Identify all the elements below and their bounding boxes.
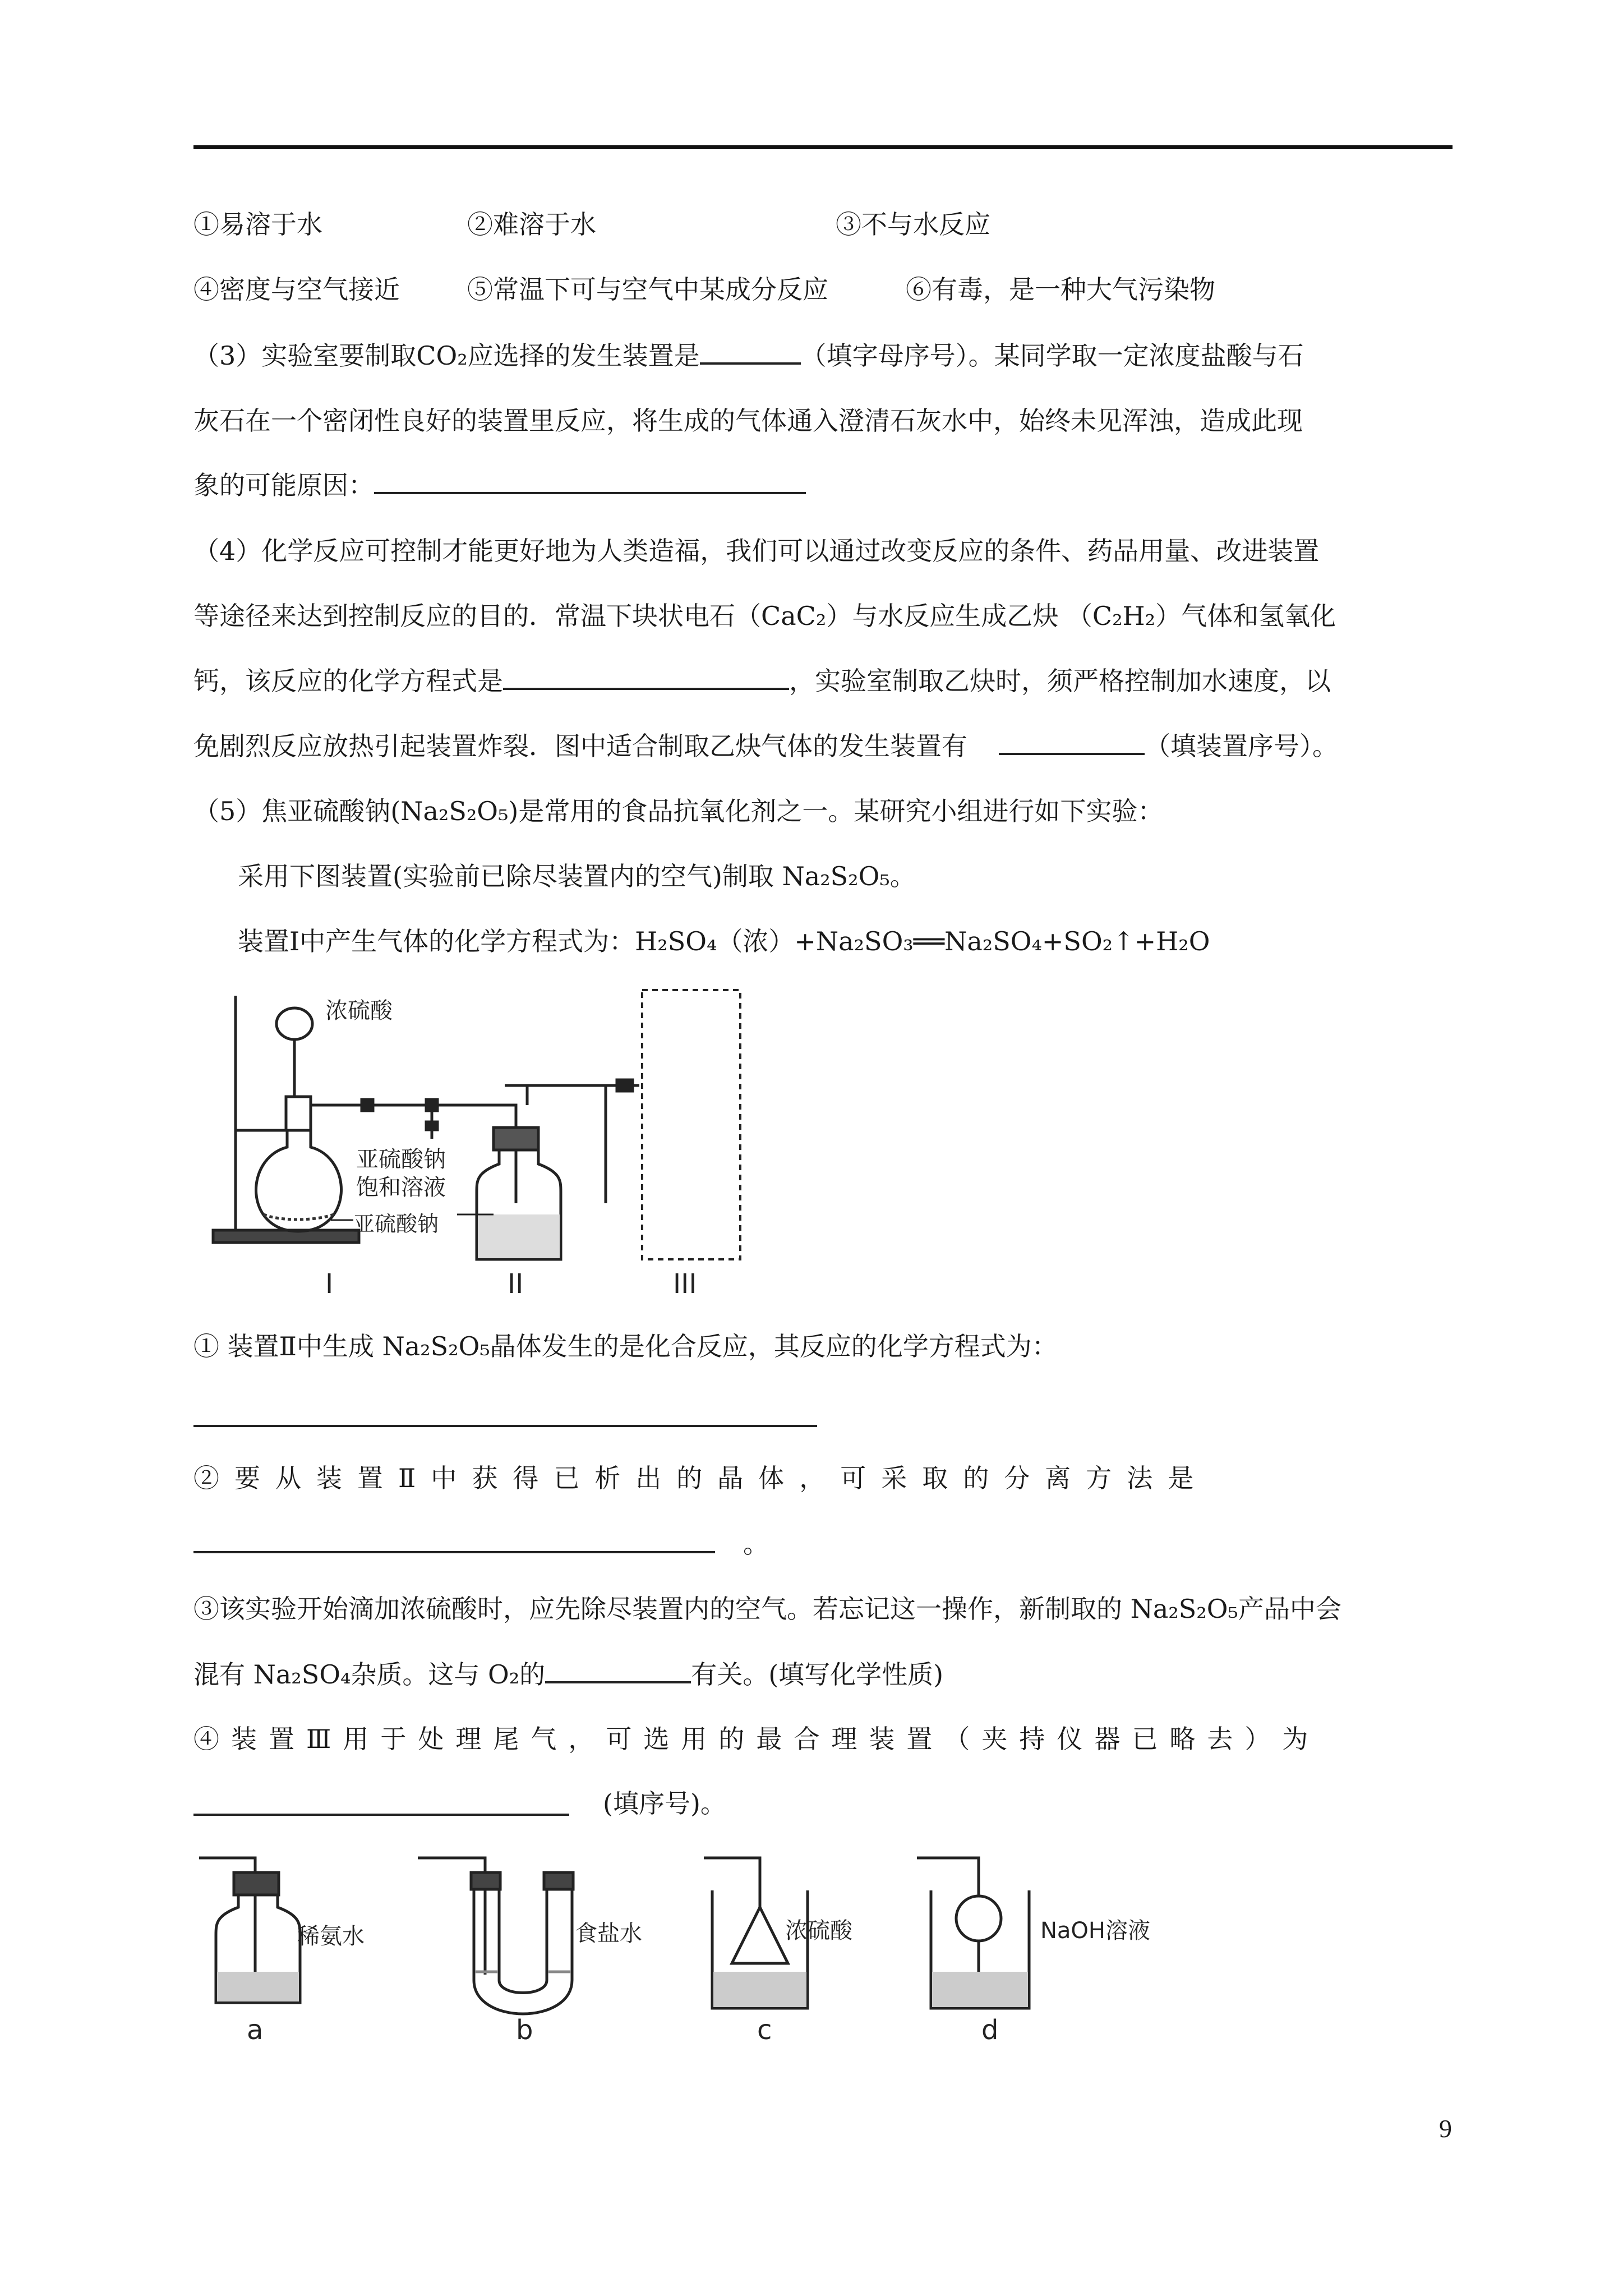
- label-naoh-solution: NaOH溶液: [1040, 1918, 1150, 1944]
- label-apparatus-2: II: [508, 1268, 524, 1299]
- q4-line-2: 等途径来达到控制反应的目的．常温下块状电石（CaC₂）与水反应生成乙炔 （C₂H₂）气体和氢氧化: [193, 601, 1336, 631]
- sub-question-2: ②要从装置Ⅱ中获得已析出的晶体，可采取的分离方法是: [193, 1463, 1209, 1493]
- sub-question-3-line-2: 混有 Na₂SO₄杂质。这与 O₂的 有关。(填写化学性质): [193, 1659, 944, 1690]
- q3-line-3: 象的可能原因：: [193, 468, 806, 502]
- option-5: ⑤常温下可与空气中某成分反应: [467, 274, 828, 305]
- apparatus-3-box: [642, 990, 740, 1259]
- q5-line-3: 装置Ⅰ中产生气体的化学方程式为：H₂SO₄（浓）+Na₂SO₃══Na₂SO₄+SO₂↑+H₂O: [238, 926, 1210, 956]
- label-conc-acid: 浓硫酸: [325, 998, 393, 1024]
- header-rule: [193, 145, 1453, 149]
- label-sulfite-solution-2: 饱和溶液: [356, 1175, 446, 1200]
- label-sodium-sulfite: 亚硫酸钠: [353, 1212, 439, 1236]
- separatory-funnel: [276, 1008, 312, 1039]
- answer-line-2[interactable]: [193, 1551, 715, 1553]
- absorption-options-diagram: [193, 1846, 1220, 2047]
- option-4: ④密度与空气接近: [193, 274, 400, 305]
- sub-question-1: ① 装置Ⅱ中生成 Na₂S₂O₅晶体发生的是化合反应，其反应的化学方程式为：: [193, 1331, 1058, 1361]
- option-3: ③不与水反应: [836, 209, 990, 240]
- label-dilute-ammonia: 稀氨水: [297, 1924, 365, 1949]
- sub-question-4: ④装置Ⅲ用于处理尾气，可选用的最合理装置（夹持仪器已略去）为: [193, 1724, 1320, 1754]
- retort-stand-base: [213, 1230, 359, 1243]
- label-b: b: [516, 2014, 533, 2046]
- answer-line-4[interactable]: [193, 1814, 569, 1816]
- answer-blank[interactable]: [374, 470, 806, 494]
- label-salt-water: 食盐水: [575, 1921, 642, 1947]
- q4-line-3: 钙，该反应的化学方程式是 ，实验室制取乙炔时，须严格控制加水速度，以: [193, 666, 1331, 696]
- answer-blank[interactable]: [999, 730, 1145, 755]
- sub-question-3-line-1: ③该实验开始滴加浓硫酸时，应先除尽装置内的空气。若忘记这一操作，新制取的 Na₂S₂O₅产品中会: [193, 1594, 1341, 1624]
- option-6: ⑥有毒，是一种大气污染物: [906, 274, 1215, 305]
- answer-blank[interactable]: [503, 665, 789, 690]
- q4-line-4: 免剧烈反应放热引起装置炸裂．图中适合制取乙炔气体的发生装置有 （填装置序号）。: [193, 731, 1338, 761]
- option-1: ①易溶于水: [193, 209, 322, 240]
- option-b-apparatus: [418, 1858, 573, 2014]
- q3-line-2: 灰石在一个密闭性良好的装置里反应，将生成的气体通入澄清石灰水中，始终未见浑浊，造成此现: [193, 406, 1303, 436]
- answer-blank[interactable]: [700, 340, 801, 365]
- sulfite-apparatus-diagram: [202, 979, 852, 1299]
- round-bottom-flask: [256, 1130, 342, 1231]
- option-d-apparatus: [917, 1858, 1029, 2008]
- q5-line-2: 采用下图装置(实验前已除尽装置内的空气)制取 Na₂S₂O₅。: [238, 861, 916, 891]
- q5-line-1: （5）焦亚硫酸钠(Na₂S₂O₅)是常用的食品抗氧化剂之一。某研究小组进行如下实验：: [193, 796, 1164, 826]
- label-apparatus-3: III: [673, 1268, 697, 1299]
- label-c: c: [757, 2014, 772, 2046]
- answer-blank[interactable]: [545, 1659, 691, 1683]
- q4-line-1: （4）化学反应可控制才能更好地为人类造福，我们可以通过改变反应的条件、药品用量、改进装置: [193, 536, 1320, 566]
- label-apparatus-1: I: [325, 1268, 334, 1299]
- q3-line-1: （3）实验室要制取CO₂应选择的发生装置是 （填字母序号）。某同学取一定浓度盐酸与石: [193, 341, 1304, 371]
- label-d: d: [981, 2014, 999, 2046]
- option-2: ②难溶于水: [467, 209, 596, 240]
- label-a: a: [247, 2014, 264, 2046]
- label-conc-sulfuric: 浓硫酸: [785, 1918, 852, 1944]
- label-sulfite-solution-1: 亚硫酸钠: [356, 1147, 446, 1172]
- answer-line-1[interactable]: [193, 1425, 817, 1427]
- page-number: 9: [1439, 2114, 1452, 2143]
- bottle-stopper: [494, 1128, 538, 1150]
- sub-question-4-end: (填序号)。: [603, 1788, 726, 1819]
- option-a-apparatus: [199, 1858, 300, 2003]
- sub-question-2-end: 。: [743, 1529, 769, 1559]
